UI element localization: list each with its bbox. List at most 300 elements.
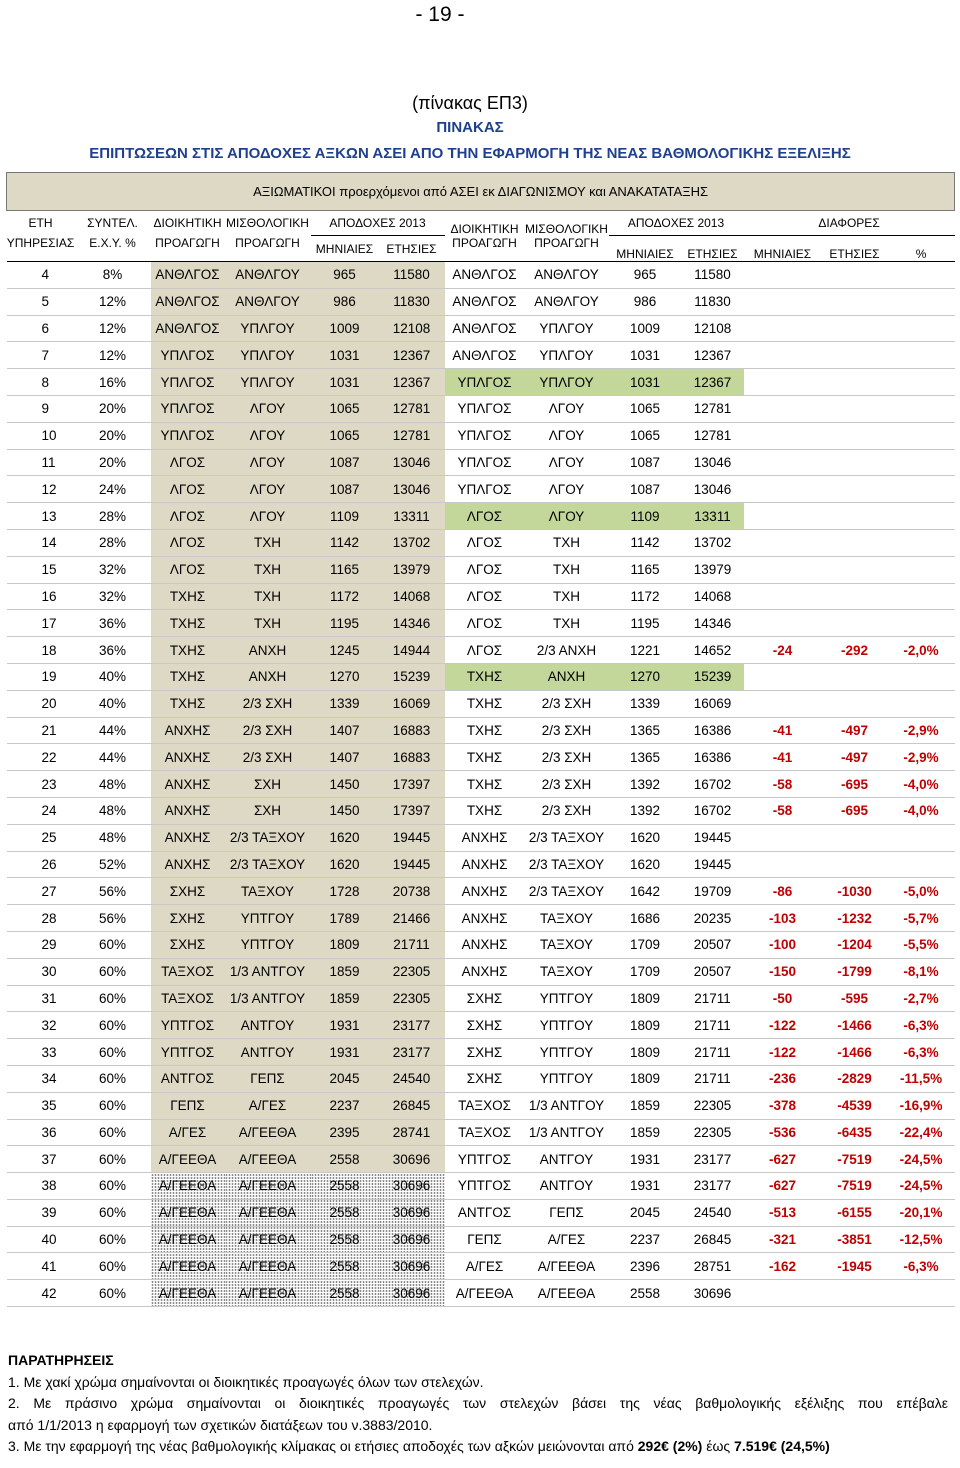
table-row	[7, 797, 955, 824]
cell-pay-new: ΥΠΛΓΟΥ	[525, 342, 609, 369]
cell-monthly-new: 1065	[609, 395, 682, 422]
cell-monthly-new: 1339	[609, 690, 682, 717]
cell-pay-old: ΑΝΤΓΟΥ	[225, 1039, 311, 1066]
header-coef: ΣΥΝΤΕΛ.	[87, 216, 138, 231]
cell-annual-old: 30696	[379, 1280, 445, 1307]
cell-years: 31	[7, 985, 75, 1012]
cell-monthly-old: 1407	[311, 717, 379, 744]
header-admin-1b: ΠΡΟΑΓΩΓΗ	[151, 236, 225, 262]
cell-diff-monthly: -103	[744, 905, 822, 932]
cell-admin-old: ΑΝΧΗΣ	[151, 851, 225, 878]
cell-admin-new: ΤΧΗΣ	[445, 797, 525, 824]
note-2-line-1: 2. Με πράσινο χρώμα σημαίνονται οι διοικητικές προαγωγές των στελεχών βάσει της νέας βαθμολογικής εξέλιξης που επέβαλε	[8, 1395, 948, 1411]
cell-monthly-old: 1620	[311, 824, 379, 851]
header-pay-1b: ΠΡΟΑΓΩΓΗ	[225, 236, 311, 262]
cell-monthly-old: 1087	[311, 476, 379, 503]
cell-diff-pct: -2,9%	[888, 744, 955, 771]
cell-pay-old: ΑΝΧΗ	[225, 663, 311, 690]
cell-annual-old: 14944	[379, 637, 445, 664]
cell-admin-new: ΤΧΗΣ	[445, 717, 525, 744]
cell-annual-new: 20235	[682, 905, 744, 932]
cell-monthly-old: 2558	[311, 1226, 379, 1253]
cell-coef: 44%	[75, 744, 151, 771]
cell-monthly-new: 1172	[609, 583, 682, 610]
cell-monthly-old: 2558	[311, 1280, 379, 1307]
header-admin-2: ΔΙΟΙΚΗΤΙΚΗ	[450, 221, 519, 236]
cell-pay-old: 2/3 ΤΑΞΧΟΥ	[225, 851, 311, 878]
cell-diff-pct: -4,0%	[888, 797, 955, 824]
cell-monthly-new: 1392	[609, 797, 682, 824]
cell-diff-pct: -4,0%	[888, 771, 955, 798]
table-row	[7, 958, 955, 985]
cell-annual-old: 13702	[379, 529, 445, 556]
table-row	[7, 663, 955, 690]
cell-diff-annual	[822, 476, 888, 503]
cell-monthly-old: 1165	[311, 556, 379, 583]
cell-annual-old: 17397	[379, 797, 445, 824]
cell-diff-pct	[888, 369, 955, 396]
cell-admin-old: ΤΑΞΧΟΣ	[151, 985, 225, 1012]
cell-coef: 28%	[75, 503, 151, 530]
cell-admin-new: ΛΓΟΣ	[445, 610, 525, 637]
cell-pay-new: 2/3 ΤΑΞΧΟΥ	[525, 824, 609, 851]
header-admin-1: ΔΙΟΙΚΗΤΙΚΗ	[153, 216, 222, 231]
cell-diff-annual: -695	[822, 771, 888, 798]
cell-coef: 12%	[75, 342, 151, 369]
cell-admin-new: ΤΧΗΣ	[445, 771, 525, 798]
cell-coef: 40%	[75, 663, 151, 690]
cell-monthly-new: 1142	[609, 529, 682, 556]
cell-admin-new: Α/ΓΕΣ	[445, 1253, 525, 1280]
cell-monthly-new: 1221	[609, 637, 682, 664]
cell-diff-monthly: -41	[744, 717, 822, 744]
cell-diff-pct	[888, 422, 955, 449]
cell-pay-new: Α/ΓΕΣ	[525, 1226, 609, 1253]
cell-admin-old: Α/ΓΕΕΘΑ	[151, 1146, 225, 1173]
cell-diff-annual: -497	[822, 744, 888, 771]
cell-admin-new: ΑΝΧΗΣ	[445, 878, 525, 905]
cell-coef: 60%	[75, 1039, 151, 1066]
cell-pay-old: ΥΠΛΓΟΥ	[225, 369, 311, 396]
cell-annual-new: 16386	[682, 717, 744, 744]
cell-years: 29	[7, 931, 75, 958]
cell-monthly-old: 965	[311, 262, 379, 289]
cell-admin-old: ΤΧΗΣ	[151, 610, 225, 637]
cell-annual-old: 15239	[379, 663, 445, 690]
cell-monthly-new: 986	[609, 288, 682, 315]
cell-coef: 56%	[75, 878, 151, 905]
cell-diff-monthly	[744, 342, 822, 369]
cell-pay-new: ΥΠΤΓΟΥ	[525, 1065, 609, 1092]
table-row	[7, 1092, 955, 1119]
cell-years: 35	[7, 1092, 75, 1119]
header-monthly-2: ΜΗΝΙΑΙΕΣ	[609, 236, 682, 262]
notes	[8, 1350, 948, 1458]
cell-pay-old: ΣΧΗ	[225, 771, 311, 798]
cell-annual-old: 12367	[379, 342, 445, 369]
cell-coef: 24%	[75, 476, 151, 503]
cell-pay-old: ΑΝΘΛΓΟΥ	[225, 262, 311, 289]
cell-pay-new: ΥΠΤΓΟΥ	[525, 1012, 609, 1039]
cell-diff-monthly	[744, 851, 822, 878]
table-row	[7, 315, 955, 342]
cell-pay-old: ΑΝΧΗ	[225, 637, 311, 664]
cell-pay-new: ΤΧΗ	[525, 556, 609, 583]
cell-admin-old: ΣΧΗΣ	[151, 905, 225, 932]
cell-years: 42	[7, 1280, 75, 1307]
cell-diff-annual	[822, 851, 888, 878]
cell-monthly-new: 1165	[609, 556, 682, 583]
cell-admin-old: Α/ΓΕΕΘΑ	[151, 1199, 225, 1226]
cell-annual-new: 21711	[682, 1012, 744, 1039]
cell-pay-old: ΛΓΟΥ	[225, 422, 311, 449]
cell-diff-pct	[888, 503, 955, 530]
header-years: ΕΤΗ	[28, 216, 53, 231]
cell-diff-monthly	[744, 395, 822, 422]
cell-pay-new: 2/3 ΣΧΗ	[525, 797, 609, 824]
cell-admin-new: ΑΝΘΛΓΟΣ	[445, 315, 525, 342]
cell-admin-new: ΤΑΞΧΟΣ	[445, 1092, 525, 1119]
cell-annual-old: 12781	[379, 422, 445, 449]
cell-annual-new: 23177	[682, 1173, 744, 1200]
cell-years: 14	[7, 529, 75, 556]
cell-years: 10	[7, 422, 75, 449]
cell-years: 11	[7, 449, 75, 476]
cell-monthly-old: 1931	[311, 1012, 379, 1039]
cell-years: 30	[7, 958, 75, 985]
cell-annual-old: 12781	[379, 395, 445, 422]
cell-annual-new: 16386	[682, 744, 744, 771]
cell-admin-new: ΑΝΧΗΣ	[445, 931, 525, 958]
cell-diff-monthly: -50	[744, 985, 822, 1012]
cell-annual-new: 12781	[682, 422, 744, 449]
cell-diff-monthly	[744, 529, 822, 556]
cell-pay-new: ΤΑΞΧΟΥ	[525, 958, 609, 985]
cell-monthly-new: 1620	[609, 824, 682, 851]
cell-years: 41	[7, 1253, 75, 1280]
cell-pay-new: 1/3 ΑΝΤΓΟΥ	[525, 1119, 609, 1146]
cell-monthly-old: 2558	[311, 1173, 379, 1200]
cell-admin-new: ΣΧΗΣ	[445, 1039, 525, 1066]
cell-annual-new: 14652	[682, 637, 744, 664]
cell-years: 9	[7, 395, 75, 422]
table-row	[7, 1173, 955, 1200]
notes-heading: ΠΑΡΑΤΗΡΗΣΕΙΣ	[8, 1352, 114, 1368]
cell-coef: 8%	[75, 262, 151, 289]
cell-diff-pct: -6,3%	[888, 1253, 955, 1280]
cell-pay-new: ΑΝΤΓΟΥ	[525, 1146, 609, 1173]
table-row	[7, 878, 955, 905]
cell-pay-new: 2/3 ΑΝΧΗ	[525, 637, 609, 664]
cell-coef: 40%	[75, 690, 151, 717]
cell-monthly-new: 1065	[609, 422, 682, 449]
cell-monthly-new: 1109	[609, 503, 682, 530]
cell-diff-pct	[888, 342, 955, 369]
cell-annual-new: 21711	[682, 1039, 744, 1066]
cell-monthly-old: 986	[311, 288, 379, 315]
cell-monthly-new: 1809	[609, 1065, 682, 1092]
cell-pay-new: 2/3 ΤΑΞΧΟΥ	[525, 851, 609, 878]
cell-admin-new: ΛΓΟΣ	[445, 583, 525, 610]
cell-monthly-new: 1931	[609, 1146, 682, 1173]
cell-diff-monthly: -162	[744, 1253, 822, 1280]
cell-monthly-old: 1339	[311, 690, 379, 717]
cell-admin-old: ΥΠΛΓΟΣ	[151, 342, 225, 369]
cell-pay-new: ΛΓΟΥ	[525, 476, 609, 503]
cell-diff-pct	[888, 610, 955, 637]
cell-monthly-old: 1087	[311, 449, 379, 476]
cell-diff-monthly: -122	[744, 1039, 822, 1066]
cell-monthly-new: 1031	[609, 342, 682, 369]
cell-annual-old: 26845	[379, 1092, 445, 1119]
cell-admin-new: ΥΠΤΓΟΣ	[445, 1146, 525, 1173]
cell-diff-pct	[888, 395, 955, 422]
cell-annual-old: 16883	[379, 744, 445, 771]
table-row	[7, 449, 955, 476]
cell-admin-old: ΑΝΧΗΣ	[151, 824, 225, 851]
cell-annual-new: 19709	[682, 878, 744, 905]
cell-diff-annual	[822, 395, 888, 422]
cell-admin-old: ΛΓΟΣ	[151, 556, 225, 583]
cell-diff-annual	[822, 529, 888, 556]
cell-diff-monthly	[744, 824, 822, 851]
cell-years: 26	[7, 851, 75, 878]
table-row	[7, 1199, 955, 1226]
cell-annual-new: 16702	[682, 797, 744, 824]
cell-annual-new: 13046	[682, 449, 744, 476]
cell-years: 7	[7, 342, 75, 369]
cell-pay-old: ΤΧΗ	[225, 583, 311, 610]
cell-monthly-old: 1859	[311, 958, 379, 985]
cell-diff-monthly	[744, 610, 822, 637]
table-row	[7, 476, 955, 503]
cell-diff-annual	[822, 342, 888, 369]
cell-diff-monthly: -321	[744, 1226, 822, 1253]
cell-monthly-new: 2396	[609, 1253, 682, 1280]
cell-monthly-old: 1065	[311, 422, 379, 449]
cell-admin-old: ΑΝΧΗΣ	[151, 717, 225, 744]
cell-coef: 60%	[75, 1226, 151, 1253]
cell-pay-old: 2/3 ΣΧΗ	[225, 717, 311, 744]
cell-diff-pct	[888, 690, 955, 717]
cell-annual-new: 15239	[682, 663, 744, 690]
cell-diff-annual: -7519	[822, 1173, 888, 1200]
cell-years: 40	[7, 1226, 75, 1253]
cell-annual-old: 21711	[379, 931, 445, 958]
cell-diff-monthly	[744, 315, 822, 342]
cell-diff-annual: -1466	[822, 1012, 888, 1039]
table-row	[7, 422, 955, 449]
cell-monthly-new: 965	[609, 262, 682, 289]
cell-diff-monthly: -627	[744, 1173, 822, 1200]
cell-coef: 60%	[75, 1119, 151, 1146]
cell-admin-old: ΑΝΘΛΓΟΣ	[151, 315, 225, 342]
cell-coef: 12%	[75, 288, 151, 315]
cell-monthly-new: 1809	[609, 985, 682, 1012]
cell-years: 21	[7, 717, 75, 744]
cell-admin-old: ΛΓΟΣ	[151, 503, 225, 530]
header-pay-1: ΜΙΣΘΟΛΟΓΙΚΗ	[226, 216, 309, 231]
cell-monthly-old: 1789	[311, 905, 379, 932]
cell-pay-new: 2/3 ΣΧΗ	[525, 717, 609, 744]
cell-monthly-new: 1809	[609, 1012, 682, 1039]
cell-diff-pct	[888, 824, 955, 851]
cell-pay-new: Α/ΓΕΕΘΑ	[525, 1253, 609, 1280]
table-row	[7, 1039, 955, 1066]
cell-annual-old: 11580	[379, 262, 445, 289]
cell-coef: 60%	[75, 1280, 151, 1307]
cell-diff-pct	[888, 476, 955, 503]
cell-monthly-old: 2558	[311, 1253, 379, 1280]
cell-years: 17	[7, 610, 75, 637]
cell-annual-new: 21711	[682, 985, 744, 1012]
cell-monthly-new: 1009	[609, 315, 682, 342]
cell-diff-pct: -2,9%	[888, 717, 955, 744]
cell-pay-new: ΛΓΟΥ	[525, 449, 609, 476]
cell-monthly-old: 1270	[311, 663, 379, 690]
cell-annual-old: 11830	[379, 288, 445, 315]
table-row	[7, 824, 955, 851]
cell-diff-annual: -1232	[822, 905, 888, 932]
cell-pay-old: ΤΧΗ	[225, 529, 311, 556]
cell-monthly-new: 1365	[609, 717, 682, 744]
cell-pay-old: Α/ΓΕΕΘΑ	[225, 1119, 311, 1146]
cell-coef: 36%	[75, 610, 151, 637]
header-salary-2: ΑΠΟΔΟΧΕΣ 2013	[609, 211, 744, 236]
cell-monthly-old: 1009	[311, 315, 379, 342]
cell-annual-old: 12108	[379, 315, 445, 342]
cell-annual-new: 12108	[682, 315, 744, 342]
cell-pay-old: ΛΓΟΥ	[225, 395, 311, 422]
cell-coef: 60%	[75, 931, 151, 958]
cell-years: 34	[7, 1065, 75, 1092]
cell-annual-old: 13311	[379, 503, 445, 530]
table-row	[7, 1065, 955, 1092]
cell-annual-old: 16883	[379, 717, 445, 744]
cell-admin-new: ΤΧΗΣ	[445, 744, 525, 771]
cell-monthly-old: 1407	[311, 744, 379, 771]
cell-pay-old: ΥΠΤΓΟΥ	[225, 905, 311, 932]
cell-diff-annual: -6435	[822, 1119, 888, 1146]
cell-years: 20	[7, 690, 75, 717]
cell-diff-pct	[888, 663, 955, 690]
cell-coef: 20%	[75, 422, 151, 449]
cell-monthly-old: 1031	[311, 342, 379, 369]
cell-annual-new: 13046	[682, 476, 744, 503]
cell-annual-new: 13311	[682, 503, 744, 530]
cell-pay-old: ΛΓΟΥ	[225, 449, 311, 476]
cell-monthly-new: 1392	[609, 771, 682, 798]
table-row	[7, 744, 955, 771]
cell-coef: 28%	[75, 529, 151, 556]
cell-annual-new: 14068	[682, 583, 744, 610]
cell-diff-annual: -1945	[822, 1253, 888, 1280]
table-row	[7, 771, 955, 798]
table-row	[7, 690, 955, 717]
cell-annual-old: 13046	[379, 449, 445, 476]
cell-admin-new: ΛΓΟΣ	[445, 503, 525, 530]
cell-coef: 60%	[75, 1173, 151, 1200]
cell-monthly-new: 1931	[609, 1173, 682, 1200]
cell-years: 36	[7, 1119, 75, 1146]
cell-coef: 60%	[75, 1012, 151, 1039]
cell-monthly-new: 2558	[609, 1280, 682, 1307]
cell-years: 25	[7, 824, 75, 851]
cell-admin-new: ΓΕΠΣ	[445, 1226, 525, 1253]
cell-pay-old: ΛΓΟΥ	[225, 476, 311, 503]
cell-diff-pct: -24,5%	[888, 1173, 955, 1200]
cell-monthly-new: 1087	[609, 476, 682, 503]
cell-annual-old: 16069	[379, 690, 445, 717]
cell-pay-new: 2/3 ΣΧΗ	[525, 690, 609, 717]
cell-years: 19	[7, 663, 75, 690]
cell-diff-monthly: -58	[744, 771, 822, 798]
cell-annual-old: 14068	[379, 583, 445, 610]
cell-pay-new: ΓΕΠΣ	[525, 1199, 609, 1226]
cell-admin-new: ΥΠΛΓΟΣ	[445, 395, 525, 422]
cell-diff-monthly	[744, 663, 822, 690]
cell-coef: 12%	[75, 315, 151, 342]
cell-pay-new: ΑΝΘΛΓΟΥ	[525, 288, 609, 315]
cell-admin-new: ΑΝΧΗΣ	[445, 958, 525, 985]
cell-admin-old: ΓΕΠΣ	[151, 1092, 225, 1119]
cell-diff-monthly: -236	[744, 1065, 822, 1092]
cell-pay-old: ΛΓΟΥ	[225, 503, 311, 530]
table-subtitle: ΕΠΙΠΤΩΣΕΩΝ ΣΤΙΣ ΑΠΟΔΟΧΕΣ ΑΞΚΩΝ ΑΣΕΙ ΑΠΟ ΤΗΝ ΕΦΑΡΜΟΓΗ ΤΗΣ ΝΕΑΣ ΒΑΘΜΟΛΟΓΙΚΗΣ ΕΞΕΛΙΞΗΣ	[89, 145, 851, 162]
cell-diff-monthly	[744, 556, 822, 583]
cell-years: 32	[7, 1012, 75, 1039]
table-row	[7, 262, 955, 289]
cell-diff-monthly: -100	[744, 931, 822, 958]
cell-diff-pct: -5,7%	[888, 905, 955, 932]
cell-diff-annual: -2829	[822, 1065, 888, 1092]
cell-diff-monthly	[744, 583, 822, 610]
cell-pay-old: Α/ΓΕΕΘΑ	[225, 1253, 311, 1280]
table-row	[7, 395, 955, 422]
cell-coef: 52%	[75, 851, 151, 878]
cell-monthly-new: 1686	[609, 905, 682, 932]
cell-diff-pct: -20,1%	[888, 1199, 955, 1226]
cell-coef: 32%	[75, 556, 151, 583]
cell-admin-old: ΤΧΗΣ	[151, 690, 225, 717]
cell-diff-monthly	[744, 288, 822, 315]
cell-years: 33	[7, 1039, 75, 1066]
cell-admin-old: ΣΧΗΣ	[151, 878, 225, 905]
cell-coef: 48%	[75, 771, 151, 798]
cell-annual-old: 12367	[379, 369, 445, 396]
cell-diff-annual	[822, 369, 888, 396]
cell-annual-new: 21711	[682, 1065, 744, 1092]
cell-diff-monthly	[744, 1280, 822, 1307]
cell-coef: 36%	[75, 637, 151, 664]
cell-admin-new: ΑΝΧΗΣ	[445, 824, 525, 851]
cell-diff-annual	[822, 288, 888, 315]
cell-diff-monthly: -122	[744, 1012, 822, 1039]
cell-years: 18	[7, 637, 75, 664]
cell-admin-old: Α/ΓΕΕΘΑ	[151, 1253, 225, 1280]
cell-pay-new: ΑΝΘΛΓΟΥ	[525, 262, 609, 289]
cell-diff-monthly	[744, 503, 822, 530]
cell-diff-pct: -16,9%	[888, 1092, 955, 1119]
header-diff-annual: ΕΤΗΣΙΕΣ	[822, 236, 888, 262]
cell-monthly-old: 1931	[311, 1039, 379, 1066]
cell-diff-monthly	[744, 476, 822, 503]
cell-diff-pct	[888, 449, 955, 476]
cell-admin-new: ΥΠΛΓΟΣ	[445, 369, 525, 396]
cell-admin-old: ΛΓΟΣ	[151, 449, 225, 476]
cell-admin-old: Α/ΓΕΕΘΑ	[151, 1280, 225, 1307]
cell-annual-new: 14346	[682, 610, 744, 637]
